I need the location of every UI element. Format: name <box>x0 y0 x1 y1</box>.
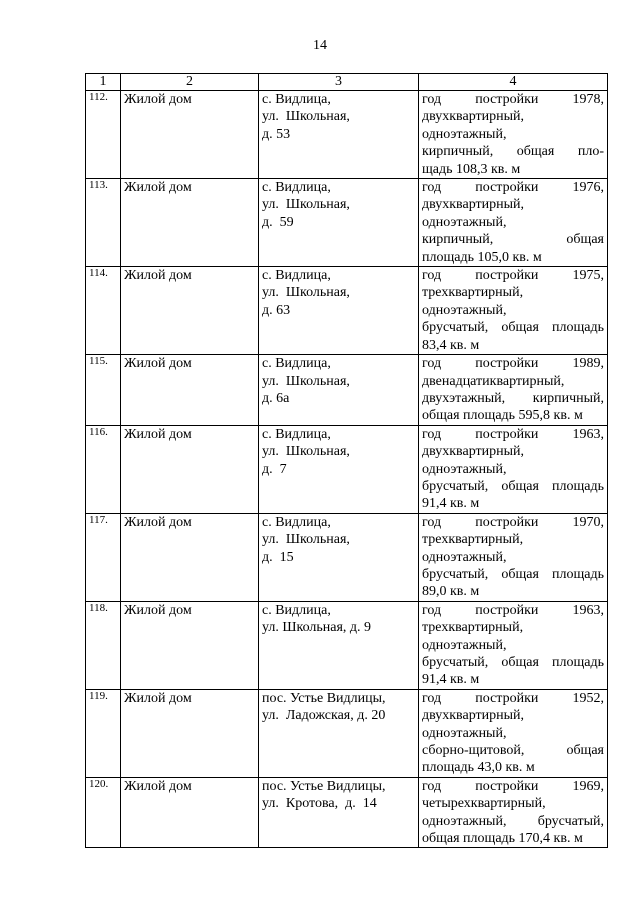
address-line: с. Видлица, <box>262 268 331 284</box>
description-line: площадь 105,0 кв. м <box>422 249 542 265</box>
header-col-4: 4 <box>419 74 608 91</box>
object-name: Жилой дом <box>121 601 259 689</box>
address-line: д. 6а <box>262 390 290 406</box>
object-description <box>419 179 608 267</box>
description-line: 89,0 кв. м <box>422 584 480 600</box>
description-line: год постройки 1952, <box>422 690 604 706</box>
description-line: двенадцатиквартирный, <box>422 373 565 389</box>
object-description <box>419 91 608 179</box>
table-row <box>86 179 608 267</box>
object-name: Жилой дом <box>121 91 259 179</box>
table-row <box>86 267 608 355</box>
description-line: трехквартирный, <box>422 620 524 636</box>
description-line: двухквартирный, <box>422 444 525 460</box>
description-line: сборно-щитовой, общая <box>422 743 604 759</box>
table-body <box>86 91 608 848</box>
description-line: двухквартирный, <box>422 109 525 125</box>
object-description <box>419 513 608 601</box>
description-line: кирпичный, общая пло- <box>422 144 604 160</box>
address-line: ул. Школьная, <box>262 532 350 548</box>
address-line: с. Видлица, <box>262 356 331 372</box>
object-address <box>259 179 419 267</box>
description-line: одноэтажный, <box>422 637 507 653</box>
object-address <box>259 267 419 355</box>
description-line: общая площадь 170,4 кв. м <box>422 831 583 847</box>
description-line: одноэтажный, <box>422 214 507 230</box>
object-name: Жилой дом <box>121 355 259 426</box>
object-name: Жилой дом <box>121 777 259 848</box>
row-number: 115. <box>86 355 121 426</box>
object-name: Жилой дом <box>121 267 259 355</box>
address-line: ул. Школьная, <box>262 285 350 301</box>
description-line: год постройки 1970, <box>422 514 604 530</box>
description-line: четырехквартирный, <box>422 796 546 812</box>
address-line: д. 15 <box>262 549 294 565</box>
table-row <box>86 689 608 777</box>
property-registry-table <box>85 73 608 848</box>
object-address <box>259 355 419 426</box>
object-name: Жилой дом <box>121 689 259 777</box>
description-line: двухэтажный, кирпичный, <box>422 390 604 406</box>
description-line: год постройки 1976, <box>422 180 604 196</box>
table-row <box>86 601 608 689</box>
address-line: ул. Школьная, <box>262 373 350 389</box>
address-line: ул. Школьная, д. 9 <box>262 620 372 636</box>
description-line: одноэтажный, <box>422 549 507 565</box>
object-address <box>259 513 419 601</box>
description-line: щадь 108,3 кв. м <box>422 161 521 177</box>
header-col-1: 1 <box>86 74 121 91</box>
object-description <box>419 689 608 777</box>
description-line: одноэтажный, <box>422 725 507 741</box>
address-line: с. Видлица, <box>262 92 331 107</box>
address-line: ул. Школьная, <box>262 444 350 460</box>
header-col-3: 3 <box>259 74 419 91</box>
description-line: одноэтажный, <box>422 461 507 477</box>
object-description <box>419 267 608 355</box>
table-row <box>86 425 608 513</box>
object-description <box>419 777 608 848</box>
description-line: брусчатый, общая площадь <box>422 566 604 582</box>
address-line: пос. Устье Видлицы, <box>262 778 386 794</box>
description-line: двухквартирный, <box>422 708 525 724</box>
row-number: 112. <box>86 91 121 179</box>
row-number: 116. <box>86 425 121 513</box>
address-line: пос. Устье Видлицы, <box>262 690 386 706</box>
row-number: 117. <box>86 513 121 601</box>
description-line: 83,4 кв. м <box>422 337 480 353</box>
description-line: площадь 43,0 кв. м <box>422 760 535 776</box>
description-line: год постройки 1978, <box>422 92 604 107</box>
description-line: год постройки 1975, <box>422 268 604 284</box>
description-line: двухквартирный, <box>422 197 525 213</box>
description-line: год постройки 1989, <box>422 356 604 372</box>
object-description <box>419 425 608 513</box>
object-description <box>419 601 608 689</box>
description-line: брусчатый, общая площадь <box>422 320 604 336</box>
object-address <box>259 601 419 689</box>
object-address <box>259 91 419 179</box>
address-line: д. 63 <box>262 302 291 318</box>
description-line: 91,4 кв. м <box>422 496 480 512</box>
table-header <box>86 74 608 91</box>
header-col-2: 2 <box>121 74 259 91</box>
description-line: одноэтажный, <box>422 302 507 318</box>
description-line: брусчатый, общая площадь <box>422 478 604 494</box>
description-line: общая площадь 595,8 кв. м <box>422 408 583 424</box>
address-line: ул. Кротова, д. 14 <box>262 796 377 812</box>
description-line: год постройки 1963, <box>422 602 604 618</box>
description-line: брусчатый, общая площадь <box>422 655 604 670</box>
page-number: 14 <box>313 38 327 53</box>
address-line: ул. Ладожская, д. 20 <box>262 708 386 724</box>
address-line: ул. Школьная, <box>262 109 350 125</box>
address-line: с. Видлица, <box>262 180 331 196</box>
address-line: с. Видлица, <box>262 426 331 442</box>
table-row <box>86 355 608 426</box>
object-address <box>259 689 419 777</box>
row-number: 113. <box>86 179 121 267</box>
object-description <box>419 355 608 426</box>
object-name: Жилой дом <box>121 513 259 601</box>
row-number: 119. <box>86 689 121 777</box>
description-line: год постройки 1963, <box>422 426 604 442</box>
address-line: с. Видлица, <box>262 514 331 530</box>
description-line: трехквартирный, <box>422 532 524 548</box>
table-row <box>86 91 608 179</box>
table-row <box>86 513 608 601</box>
description-line: 91,4 кв. м <box>422 672 480 688</box>
address-line: д. 59 <box>262 214 294 230</box>
table-row <box>86 777 608 848</box>
header-row <box>86 74 608 91</box>
row-number: 118. <box>86 601 121 689</box>
address-line: д. 53 <box>262 126 291 142</box>
row-number: 114. <box>86 267 121 355</box>
address-line: с. Видлица, <box>262 602 331 618</box>
object-name: Жилой дом <box>121 425 259 513</box>
object-name: Жилой дом <box>121 179 259 267</box>
address-line: ул. Школьная, <box>262 197 350 213</box>
description-line: год постройки 1969, <box>422 778 604 794</box>
address-line: д. 7 <box>262 461 287 477</box>
description-line: одноэтажный, <box>422 126 507 142</box>
description-line: кирпичный, общая <box>422 232 604 248</box>
description-line: трехквартирный, <box>422 285 524 301</box>
description-line: одноэтажный, брусчатый, <box>422 813 604 829</box>
row-number: 120. <box>86 777 121 848</box>
object-address <box>259 425 419 513</box>
object-address <box>259 777 419 848</box>
